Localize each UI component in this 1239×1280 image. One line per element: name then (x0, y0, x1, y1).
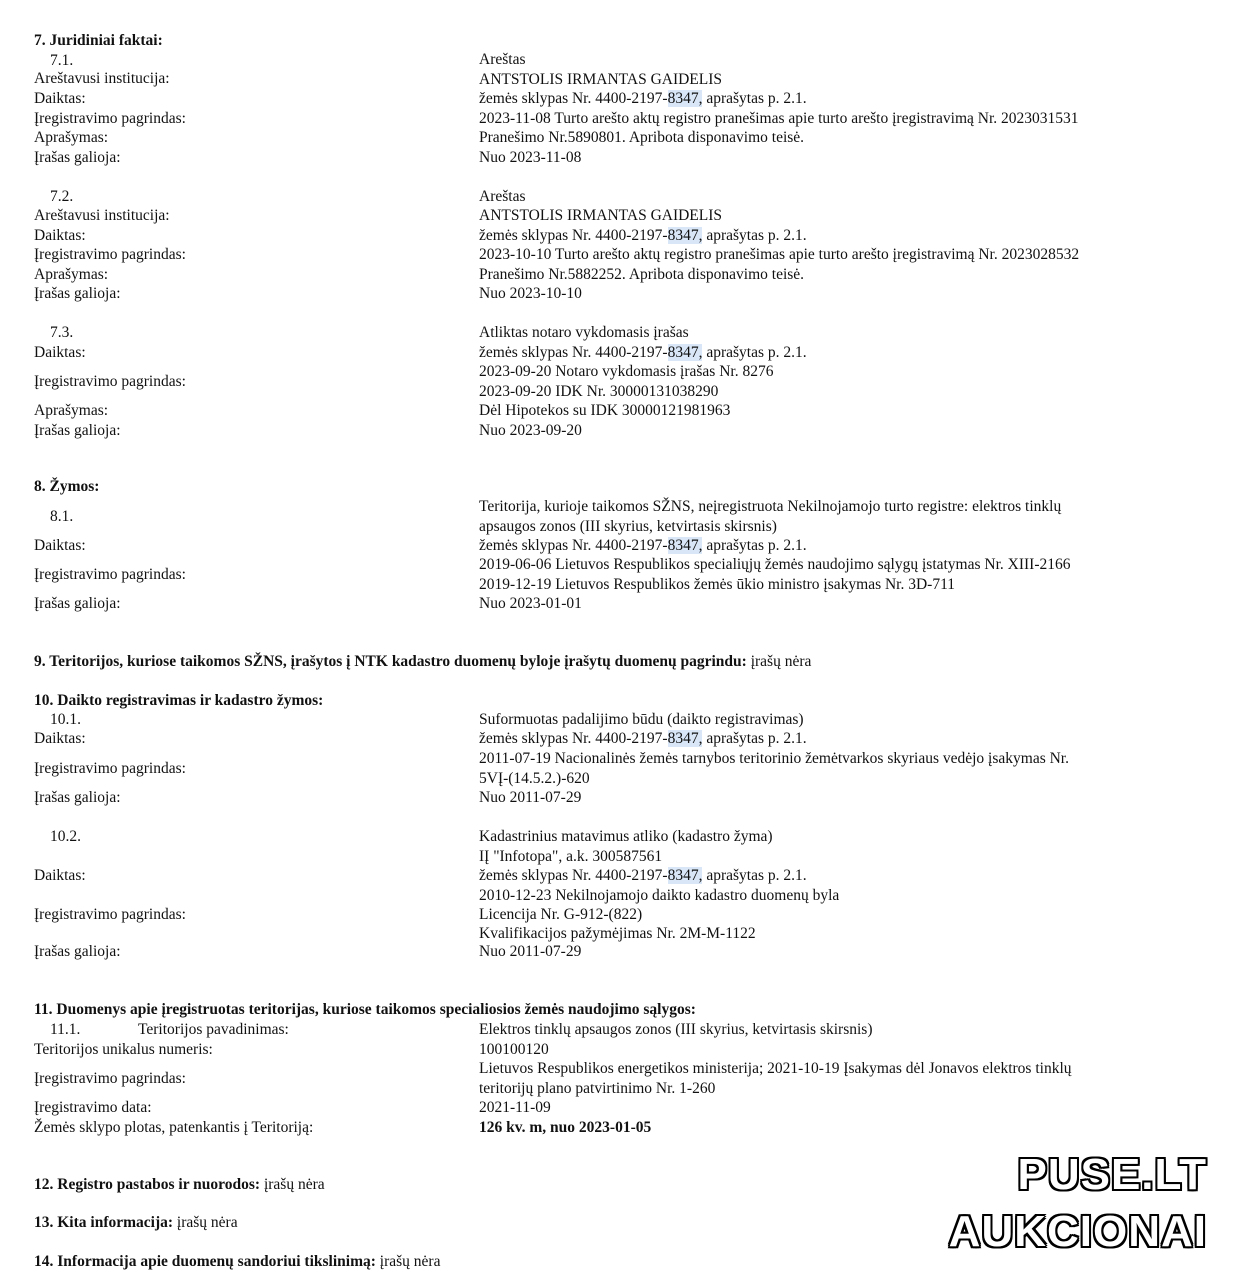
entry-7-2-valid-label: Įrašas galioja: (34, 285, 121, 302)
entry-10-2-valid-label: Įrašas galioja: (34, 943, 121, 960)
entry-10-1-object: žemės sklypas Nr. 4400-2197-8347, aprašytas p. 2.1. (479, 730, 807, 747)
entry-7-3-description: Dėl Hipotekos su IDK 30000121981963 (479, 402, 731, 419)
section-9-value: įrašų nėra (746, 653, 812, 670)
watermark-aukcionai: AUKCIONAI (948, 1207, 1207, 1256)
entry-7-2-type: Areštas (479, 188, 526, 205)
section-14-title: 14. Informacija apie duomenų sandoriui tikslinimą: įrašų nėra (34, 1253, 441, 1270)
entry-11-1-area: 126 kv. m, nuo 2023-01-05 (479, 1119, 652, 1136)
entry-7-2-number: 7.2. (50, 188, 74, 205)
entry-10-2-type: Kadastrinius matavimus atliko (kadastro žyma) (479, 828, 773, 845)
entry-7-3-valid: Nuo 2023-09-20 (479, 422, 582, 439)
entry-10-1-type: Suformuotas padalijimo būdu (daikto registravimas) (479, 711, 804, 728)
entry-8-1-valid-label: Įrašas galioja: (34, 595, 121, 612)
entry-8-1-object-label: Daiktas: (34, 537, 86, 554)
entry-7-1-institution-label: Areštavusi institucija: (34, 70, 170, 87)
section-7-title: 7. Juridiniai faktai: (34, 32, 163, 49)
entry-11-1-basis-label: Įregistravimo pagrindas: (34, 1070, 186, 1087)
entry-7-3-valid-label: Įrašas galioja: (34, 422, 121, 439)
entry-7-2-description: Pranešimo Nr.5882252. Apribota disponavimo teisė. (479, 266, 805, 283)
entry-7-2-object: žemės sklypas Nr. 4400-2197-8347, aprašytas p. 2.1. (479, 227, 807, 244)
entry-11-1-unique-number: 100100120 (479, 1041, 549, 1058)
entry-7-3-basis-label: Įregistravimo pagrindas: (34, 373, 186, 390)
entry-10-1-object-label: Daiktas: (34, 730, 86, 747)
entry-11-1-territory-label: Teritorijos pavadinimas: (138, 1021, 289, 1038)
entry-7-2-valid: Nuo 2023-10-10 (479, 285, 582, 302)
entry-7-3-description-label: Aprašymas: (34, 402, 109, 419)
parcel-number-highlight: 8347, (667, 90, 703, 107)
section-8-title: 8. Žymos: (34, 478, 100, 495)
entry-10-2-object: žemės sklypas Nr. 4400-2197-8347, aprašytas p. 2.1. (479, 867, 807, 884)
entry-10-2-qualification: Kvalifikacijos pažymėjimas Nr. 2M-M-1122 (479, 925, 756, 942)
entry-7-1-valid: Nuo 2023-11-08 (479, 149, 582, 166)
section-10-title: 10. Daikto registravimas ir kadastro žymos: (34, 692, 324, 709)
parcel-number-highlight: 8347, (667, 227, 703, 244)
entry-11-1-area-label: Žemės sklypo plotas, patenkantis į Teritoriją: (34, 1119, 314, 1136)
entry-10-2-object-label: Daiktas: (34, 867, 86, 884)
entry-10-1-valid-label: Įrašas galioja: (34, 789, 121, 806)
entry-10-2-company: IĮ "Infotopa", a.k. 300587561 (479, 848, 663, 865)
entry-7-1-basis: 2023-11-08 Turto arešto aktų registro pranešimas apie turto arešto įregistravimą Nr. 2023031531 (479, 110, 1079, 127)
entry-7-3-type: Atliktas notaro vykdomasis įrašas (479, 324, 689, 341)
entry-11-1-territory: Elektros tinklų apsaugos zonos (III skyrius, ketvirtasis skirsnis) (479, 1021, 873, 1038)
entry-10-1-basis-label: Įregistravimo pagrindas: (34, 760, 186, 777)
entry-8-1-valid: Nuo 2023-01-01 (479, 595, 582, 612)
entry-11-1-unique-number-label: Teritorijos unikalus numeris: (34, 1041, 213, 1058)
parcel-number-highlight: 8347, (667, 537, 703, 554)
section-13-title: 13. Kita informacija: įrašų nėra (34, 1214, 238, 1231)
entry-8-1-number: 8.1. (50, 508, 74, 525)
entry-10-1-basis: 2011-07-19 Nacionalinės žemės tarnybos teritorinio žemėtvarkos skyriaus vedėjo įsakymas Nr. 5VĮ-(14.5.2.)-620 (479, 750, 1069, 787)
entry-7-1-basis-label: Įregistravimo pagrindas: (34, 110, 186, 127)
entry-7-1-valid-label: Įrašas galioja: (34, 149, 121, 166)
parcel-number-highlight: 8347, (667, 730, 703, 747)
entry-7-1-object: žemės sklypas Nr. 4400-2197-8347, aprašytas p. 2.1. (479, 90, 807, 107)
entry-11-1-basis: Lietuvos Respublikos energetikos ministerija; 2021-10-19 Įsakymas dėl Jonavos elektros tinklų teritorijų plano patvirtinimo Nr. 1-260 (479, 1060, 1072, 1097)
entry-10-1-valid: Nuo 2011-07-29 (479, 789, 582, 806)
entry-8-1-basis: 2019-06-06 Lietuvos Respublikos specialiųjų žemės naudojimo sąlygų įstatymas Nr. XIII-2166 2019-12-19 Lietuvos Respublikos žemės ūkio ministro įsakymas Nr. 3D-711 (479, 556, 1071, 593)
entry-10-2-basis: Licencija Nr. G-912-(822) (479, 906, 643, 923)
entry-10-2-valid: Nuo 2011-07-29 (479, 943, 582, 960)
entry-10-2-basis-label: Įregistravimo pagrindas: (34, 906, 186, 923)
entry-7-2-description-label: Aprašymas: (34, 266, 109, 283)
section-14-value: įrašų nėra (375, 1253, 441, 1270)
entry-7-3-object: žemės sklypas Nr. 4400-2197-8347, aprašytas p. 2.1. (479, 344, 807, 361)
entry-8-1-object: žemės sklypas Nr. 4400-2197-8347, aprašytas p. 2.1. (479, 537, 807, 554)
entry-7-2-basis-label: Įregistravimo pagrindas: (34, 246, 186, 263)
entry-10-2-number: 10.2. (50, 828, 81, 845)
entry-10-2-cadastre-file: 2010-12-23 Nekilnojamojo daikto kadastro duomenų byla (479, 887, 840, 904)
entry-7-1-number: 7.1. (50, 52, 74, 69)
entry-7-1-object-label: Daiktas: (34, 90, 86, 107)
parcel-number-highlight: 8347, (667, 867, 703, 884)
entry-11-1-number: 11.1. (50, 1021, 81, 1038)
entry-8-1-basis-label: Įregistravimo pagrindas: (34, 566, 186, 583)
entry-11-1-reg-date: 2021-11-09 (479, 1099, 551, 1116)
entry-7-2-institution-label: Areštavusi institucija: (34, 207, 170, 224)
section-13-value: įrašų nėra (173, 1214, 238, 1231)
entry-8-1-type: Teritorija, kurioje taikomos SŽNS, neįregistruota Nekilnojamojo turto registre: elektros tinklų apsaugos zonos (III skyrius, ketvirtasis skirsnis) (479, 498, 1062, 535)
section-12-value: įrašų nėra (260, 1176, 325, 1193)
section-11-title: 11. Duomenys apie įregistruotas teritorijas, kuriose taikomos specialiosios žemės naudojimo sąlygos: (34, 1001, 696, 1018)
entry-11-1-reg-date-label: Įregistravimo data: (34, 1099, 152, 1116)
section-12-title: 12. Registro pastabos ir nuorodos: įrašų nėra (34, 1176, 325, 1193)
entry-7-1-description: Pranešimo Nr.5890801. Apribota disponavimo teisė. (479, 129, 805, 146)
entry-7-1-description-label: Aprašymas: (34, 129, 109, 146)
entry-7-1-institution: ANTSTOLIS IRMANTAS GAIDELIS (479, 71, 723, 88)
watermark-puse-lt: PUSE.LT (1017, 1150, 1207, 1199)
entry-7-2-object-label: Daiktas: (34, 227, 86, 244)
entry-7-3-object-label: Daiktas: (34, 344, 86, 361)
entry-7-2-basis: 2023-10-10 Turto arešto aktų registro pranešimas apie turto arešto įregistravimą Nr. 2023028532 (479, 246, 1080, 263)
section-9-title: 9. Teritorijos, kuriose taikomos SŽNS, įrašytos į NTK kadastro duomenų byloje įrašytų duomenų pagrindu: įrašų nėra (34, 653, 812, 670)
parcel-number-highlight: 8347, (667, 344, 703, 361)
entry-7-2-institution: ANTSTOLIS IRMANTAS GAIDELIS (479, 207, 723, 224)
entry-10-1-number: 10.1. (50, 711, 81, 728)
entry-7-1-type: Areštas (479, 51, 526, 68)
entry-7-3-number: 7.3. (50, 324, 74, 341)
entry-7-3-basis: 2023-09-20 Notaro vykdomasis įrašas Nr. 8276 2023-09-20 IDK Nr. 30000131038290 (479, 363, 774, 400)
